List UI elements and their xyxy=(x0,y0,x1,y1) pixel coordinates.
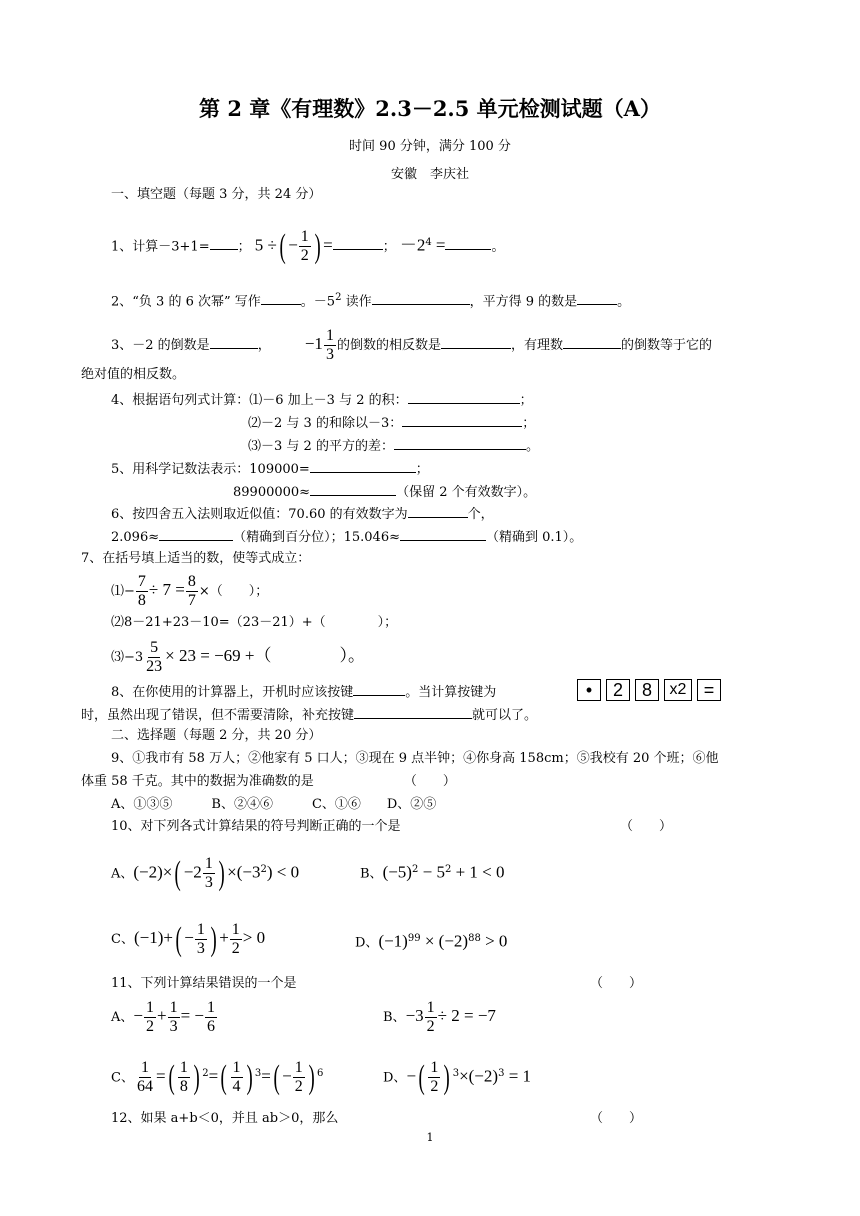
question-6a: 6、按四舍五入法则取近似值：70.60 的有效数字为 个， xyxy=(111,504,494,524)
page-title: 第 2 章《有理数》2.3－2.5 单元检测试题（A） xyxy=(199,96,661,121)
question-8: 8、在你使用的计算器上，开机时应该按键 。当计算按键为 xyxy=(111,682,496,702)
question-12-answer-paren: （ ） xyxy=(590,1111,643,1126)
question-4a: 4、根据语句列式计算：⑴－6 加上－3 与 2 的积： ； xyxy=(111,390,533,410)
question-2: 2、“负 3 的 6 次幂” 写作 。$-5^2$ 读作 ，平方得 9 的数是 。 xyxy=(111,292,631,310)
question-11-option-d: D、−( $\frac{1}{2}$ ) $^3\times(-2)^3 = 1$ xyxy=(383,1058,532,1096)
question-11-option-b: B、−3 $\frac{1}{2}$ ÷ 2 = −7 xyxy=(383,999,496,1035)
two-key: 2 xyxy=(606,679,630,701)
question-10: 10、对下列各式计算结果的符号判断正确的一个是 xyxy=(111,819,401,834)
question-10-option-c: C、(−1)+( − $\frac{1}{3}$ ) + $\frac{1}{2}$ > 0 xyxy=(111,920,266,958)
question-12: 12、如果 a+b＜0，并且 ab＞0，那么 xyxy=(111,1111,339,1126)
author: 安徽 李庆社 xyxy=(390,167,469,182)
question-5a: 5、用科学记数法表示：109000= ； xyxy=(111,459,429,479)
question-11-answer-paren: （ ） xyxy=(590,976,643,991)
question-10-option-a: A、(−2)×( −2 $\frac{1}{3}$ ) $\times(-3^2) < 0$ xyxy=(111,854,300,892)
question-7-part3: ⑶−3 $\frac{5}{23}$ × 23 = −69 +（ ）。 xyxy=(111,639,366,675)
section-choice-heading: 二、选择题（每题 2 分，共 20 分） xyxy=(111,728,322,743)
question-9-options: A、①③⑤ B、②④⑥ C、①⑥ D、②⑤ xyxy=(111,797,437,812)
question-7-part1: ⑴− $\frac{7}{8}$ ÷ 7 = $\frac{8}{7}$ ×（ ）； xyxy=(111,573,269,609)
question-1: 1、计算－3+1= ； 5 ÷( − $\frac{1}{2}$ ) = ； $-2^4$ = 。 xyxy=(111,227,505,265)
question-11-option-c: C、 $\frac{1}{64}$ =( $\frac{1}{8}$ ) $^2$=( $\frac{1}{4}$ ) $^3$=( − $\frac{1}{2}$ ) $^6$ xyxy=(111,1058,324,1096)
question-10-answer-paren: （ ） xyxy=(620,819,673,834)
square-key: x2 xyxy=(664,679,692,701)
question-3-continued: 绝对值的相反数。 xyxy=(81,367,186,382)
equals-key: = xyxy=(697,679,721,701)
calculator-keys xyxy=(577,679,726,701)
question-11-option-a: A、− $\frac{1}{2}$ + $\frac{1}{3}$ = − $\frac{1}{6}$ xyxy=(111,999,216,1035)
question-4c: ⑶－3 与 2 的平方的差： 。 xyxy=(248,436,539,456)
question-7-part2: ⑵8－21+23－10=（23－21）+（ ）； xyxy=(111,615,398,630)
section-fill-blank-heading: 一、填空题（每题 3 分，共 24 分） xyxy=(111,187,322,202)
page-number: 1 xyxy=(426,1131,434,1144)
question-3: 3、－2 的倒数是 ， −1 $\frac{1}{3}$ 的倒数的相反数是 ，有理数 的倒数等于它的 xyxy=(111,327,712,363)
question-9-continued: 体重 58 千克。其中的数据为准确数的是 （ ） xyxy=(81,774,456,789)
question-10-option-b: B、$(-5)^2 - 5^2 + 1 < 0$ xyxy=(360,862,505,882)
dot-key: • xyxy=(577,679,601,701)
question-5b: 89900000≈ （保留 2 个有效数字）。 xyxy=(233,482,536,502)
question-10-option-d: D、$(-1)^{99} \times (-2)^{88} > 0$ xyxy=(355,931,508,951)
question-11: 11、下列计算结果错误的一个是 xyxy=(111,976,297,991)
question-7: 7、在括号填上适当的数，使等式成立： xyxy=(81,551,311,566)
question-4b: ⑵－2 与 3 的和除以－3： ； xyxy=(248,413,535,433)
question-9: 9、①我市有 58 万人；②他家有 5 口人；③现在 9 点半钟；④你身高 158cm；⑤我校有 20 个班；⑥他 xyxy=(111,751,719,766)
exam-time-info: 时间 90 分钟，满分 100 分 xyxy=(349,139,511,154)
question-6b: 2.096≈ （精确到百分位）；15.046≈ （精确到 0.1）。 xyxy=(111,527,582,547)
question-8-continued: 时，虽然出现了错误，但不需要清除，补充按键 就可以了。 xyxy=(81,705,537,725)
eight-key: 8 xyxy=(635,679,659,701)
